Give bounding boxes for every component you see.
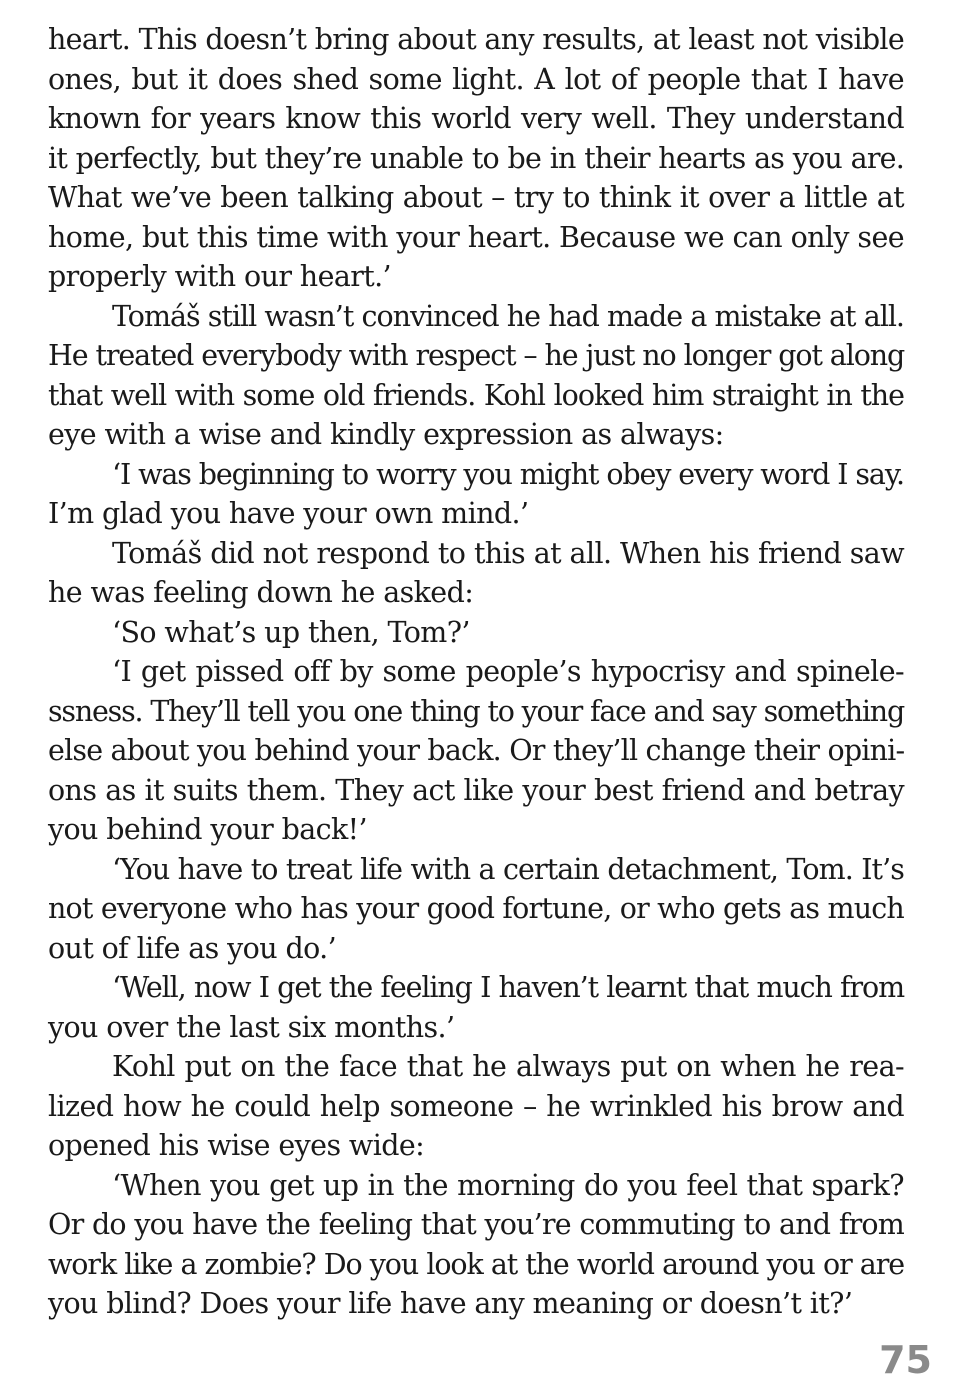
text-line: he was feeling down he asked: <box>48 576 474 609</box>
text-line: ‘When you get up in the morning do you feel that spark? <box>112 1168 904 1202</box>
text-line: that well with some old friends. Kohl looked him straight in the <box>48 378 904 412</box>
text-line: eye with a wise and kindly expression as always: <box>48 418 724 451</box>
text-line: ones, but it does shed some light. A lot of people that I have <box>48 62 904 96</box>
text-line: else about you behind your back. Or they’ll change their opini- <box>48 734 905 767</box>
text-line: known for years know this world very well. They understand <box>48 102 904 135</box>
text-line: opened his wise eyes wide: <box>48 1129 425 1162</box>
text-line: ‘I get pissed off by some people’s hypocrisy and spinele- <box>112 655 904 688</box>
text-line: I’m glad you have your own mind.’ <box>48 497 529 530</box>
text-line: out of life as you do.’ <box>48 931 337 965</box>
text-line: you behind your back!’ <box>48 813 367 846</box>
text-line: you over the last six months.’ <box>48 1010 455 1044</box>
text-line: lized how he could help someone – he wrinkled his brow and <box>48 1089 904 1123</box>
text-line: ons as it suits them. They act like your best friend and betray <box>48 773 904 807</box>
text-line: Kohl put on the face that he always put on when he rea- <box>112 1050 904 1083</box>
text-line: ‘You have to treat life with a certain detachment, Tom. It’s <box>112 852 904 886</box>
text-line: Or do you have the feeling that you’re commuting to and from <box>48 1208 904 1241</box>
text-line: Tomáš did not respond to this at all. When his friend saw <box>112 536 904 570</box>
text-line: not everyone who has your good fortune, or who gets as much <box>48 892 904 925</box>
text-line: it perfectly, but they’re unable to be in their hearts as you are. <box>48 141 904 175</box>
text-line: ssness. They’ll tell you one thing to your face and say something <box>48 694 904 728</box>
body-text <box>48 20 904 1324</box>
text-line: ‘Well, now I get the feeling I haven’t learnt that much from <box>112 971 904 1004</box>
text-line: ‘So what’s up then, Tom?’ <box>112 615 470 649</box>
text-line: heart. This doesn’t bring about any results, at least not visible <box>48 23 904 56</box>
page-number: 75 <box>879 1338 932 1382</box>
text-line: you blind? Does your life have any meaning or doesn’t it?’ <box>48 1287 853 1320</box>
text-line: ‘I was beginning to worry you might obey every word I say. <box>112 457 904 491</box>
text-line: What we’ve been talking about – try to think it over a little at <box>48 181 904 214</box>
text-line: home, but this time with your heart. Because we can only see <box>48 220 904 254</box>
text-line: He treated everybody with respect – he just no longer got along <box>48 339 905 372</box>
text-line: properly with our heart.’ <box>48 260 392 293</box>
text-line: Tomáš still wasn’t convinced he had made a mistake at all. <box>112 299 904 333</box>
text-line: work like a zombie? Do you look at the world around you or are <box>48 1247 904 1281</box>
